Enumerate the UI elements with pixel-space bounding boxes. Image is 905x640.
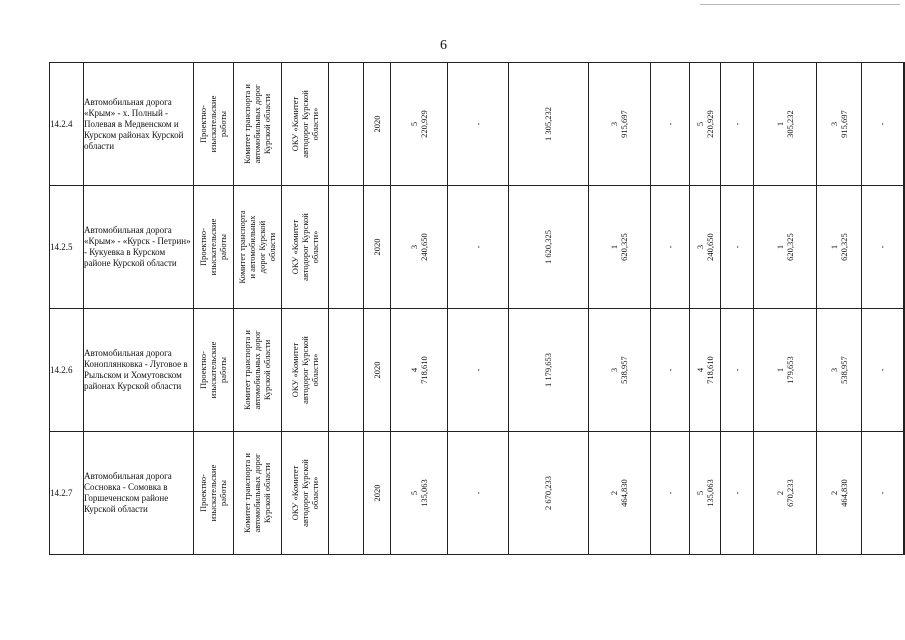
col10-cell: [650, 309, 690, 432]
customer: Комитет транспорта и автомобильных дорог Курской области: [242, 330, 273, 410]
executor-cell: [281, 432, 329, 555]
federal-cell: [448, 309, 509, 432]
executor2: [904, 74, 905, 174]
total-cell: [391, 432, 448, 555]
total2-amount: 5 135,063: [695, 479, 716, 507]
work-type: Проектно- изыскательские работы: [198, 464, 229, 522]
work-type-cell: [193, 309, 233, 432]
executor: ОКУ «Комитет автодорог Курской области»: [290, 90, 321, 158]
total-cell: [391, 309, 448, 432]
col15-amount: -: [877, 491, 888, 495]
federal2-cell: [721, 432, 754, 555]
customer-cell: [233, 186, 281, 309]
total-cell: [391, 186, 448, 309]
work-type: Проектно- изыскательские работы: [198, 95, 229, 153]
other-cell: [588, 309, 650, 432]
col10-amount: -: [665, 245, 676, 249]
other-amount: 1 620,325: [609, 233, 630, 261]
executor-cell: [281, 186, 329, 309]
total-amount: 4 718,610: [409, 356, 430, 384]
federal2-cell: [721, 63, 754, 186]
other-amount: 3 538,957: [609, 356, 630, 384]
year-cell: [364, 309, 391, 432]
year-cell: [364, 63, 391, 186]
regional2-cell: [754, 63, 817, 186]
other2-amount: 3 915,697: [829, 110, 850, 138]
federal-amount: -: [473, 491, 484, 495]
work-type-cell: [193, 186, 233, 309]
federal-amount: -: [473, 245, 484, 249]
federal2-cell: [721, 309, 754, 432]
col10-cell: [650, 186, 690, 309]
customer-cell: [233, 309, 281, 432]
work-type: Проектно- изыскательские работы: [198, 341, 229, 399]
regional-cell: [508, 186, 588, 309]
executor2-cell: [904, 432, 905, 555]
object-name: Автомобильная дорога «Крым» - х. Полный - Полевая в Медвенском и Курском районах Курской области: [83, 63, 193, 186]
executor: ОКУ «Комитет автодорог Курской области»: [290, 459, 321, 527]
executor: ОКУ «Комитет автодорог Курской области»: [290, 213, 321, 281]
regional2-cell: [754, 432, 817, 555]
total2-amount: 4 718,610: [695, 356, 716, 384]
executor: ОКУ «Комитет автодорог Курской области»: [290, 336, 321, 404]
table-row: [50, 309, 905, 432]
executor2: [904, 320, 905, 420]
customer: Комитет транспорта и автомобильных дорог Курской области: [237, 210, 278, 284]
federal2-cell: [721, 186, 754, 309]
regional2-amount: 1 179,653: [775, 356, 796, 384]
regional-cell: [508, 309, 588, 432]
empty-cell: [329, 309, 364, 432]
executor-cell: [281, 309, 329, 432]
executor2-cell: [904, 63, 905, 186]
empty-cell: [329, 186, 364, 309]
regional-cell: [508, 63, 588, 186]
regional-amount: 1 179,653: [543, 353, 554, 387]
other-cell: [588, 63, 650, 186]
year-cell: [364, 432, 391, 555]
object-name: Автомобильная дорога Сосновка - Сомовка в Горшеченском районе Курской области: [83, 432, 193, 555]
table-row: [50, 186, 905, 309]
regional2-amount: 1 305,232: [775, 110, 796, 138]
empty-cell: [329, 63, 364, 186]
regional2-amount: 1 620,325: [775, 233, 796, 261]
object-name: Автомобильная дорога Коноплянковка - Луговое в Рыльском и Хомутовском районах Курской области: [83, 309, 193, 432]
federal2-amount: -: [732, 368, 743, 372]
item-number: 14.2.6: [50, 309, 84, 432]
regional2-cell: [754, 186, 817, 309]
other-cell: [588, 432, 650, 555]
work-type-cell: [193, 432, 233, 555]
total-amount: 3 240,650: [409, 233, 430, 261]
year-cell: [364, 186, 391, 309]
year: 2020: [372, 484, 383, 502]
executor2-cell: [904, 186, 905, 309]
object-name: Автомобильная дорога «Крым» - «Курск - Петрин» - Кукуевка в Курском районе Курской области: [83, 186, 193, 309]
work-type: Проектно- изыскательские работы: [198, 218, 229, 276]
total2-cell: [690, 63, 721, 186]
col15-cell: [861, 186, 903, 309]
other-amount: 2 464,830: [609, 479, 630, 507]
col10-cell: [650, 63, 690, 186]
federal2-amount: -: [732, 491, 743, 495]
other2-amount: 1 620,325: [829, 233, 850, 261]
regional-cell: [508, 432, 588, 555]
other2-cell: [817, 186, 862, 309]
other-amount: 3 915,697: [609, 110, 630, 138]
col15-amount: -: [877, 245, 888, 249]
customer: Комитет транспорта и автомобильных дорог Курской области: [242, 84, 273, 164]
item-number: 14.2.5: [50, 186, 84, 309]
federal2-amount: -: [732, 122, 743, 126]
col15-cell: [861, 432, 903, 555]
table-row: [50, 63, 905, 186]
other2-amount: 3 538,957: [829, 356, 850, 384]
col10-amount: -: [665, 122, 676, 126]
year: 2020: [372, 361, 383, 379]
item-number: 14.2.7: [50, 432, 84, 555]
col10-amount: -: [665, 491, 676, 495]
customer-cell: [233, 63, 281, 186]
item-number: 14.2.4: [50, 63, 84, 186]
total2-amount: 3 240,650: [695, 233, 716, 261]
table-row: [50, 432, 905, 555]
col15-cell: [861, 63, 903, 186]
federal-cell: [448, 186, 509, 309]
executor2-cell: [904, 309, 905, 432]
scan-artifact-line: [700, 4, 900, 5]
other2-amount: 2 464,830: [829, 479, 850, 507]
federal-cell: [448, 432, 509, 555]
year: 2020: [372, 238, 383, 256]
col15-amount: -: [877, 122, 888, 126]
federal-amount: -: [473, 122, 484, 126]
total2-cell: [690, 432, 721, 555]
regional-amount: 1 620,325: [543, 230, 554, 264]
col15-cell: [861, 309, 903, 432]
col15-amount: -: [877, 368, 888, 372]
regional2-amount: 2 670,233: [775, 479, 796, 507]
page-number: 6: [440, 38, 447, 53]
total-amount: 5 135,063: [409, 479, 430, 507]
other-cell: [588, 186, 650, 309]
other2-cell: [817, 309, 862, 432]
total2-cell: [690, 186, 721, 309]
total2-amount: 5 220,929: [695, 110, 716, 138]
federal2-amount: -: [732, 245, 743, 249]
works-table: [49, 62, 905, 555]
executor2: [904, 197, 905, 297]
col10-cell: [650, 432, 690, 555]
regional-amount: 2 670,233: [543, 476, 554, 510]
total-amount: 5 220,929: [409, 110, 430, 138]
total2-cell: [690, 309, 721, 432]
regional2-cell: [754, 309, 817, 432]
year: 2020: [372, 115, 383, 133]
other2-cell: [817, 63, 862, 186]
col10-amount: -: [665, 368, 676, 372]
customer-cell: [233, 432, 281, 555]
work-type-cell: [193, 63, 233, 186]
federal-cell: [448, 63, 509, 186]
customer: Комитет транспорта и автомобильных дорог Курской области: [242, 453, 273, 533]
executor-cell: [281, 63, 329, 186]
empty-cell: [329, 432, 364, 555]
federal-amount: -: [473, 368, 484, 372]
total-cell: [391, 63, 448, 186]
regional-amount: 1 305,232: [543, 107, 554, 141]
executor2: [904, 443, 905, 543]
other2-cell: [817, 432, 862, 555]
